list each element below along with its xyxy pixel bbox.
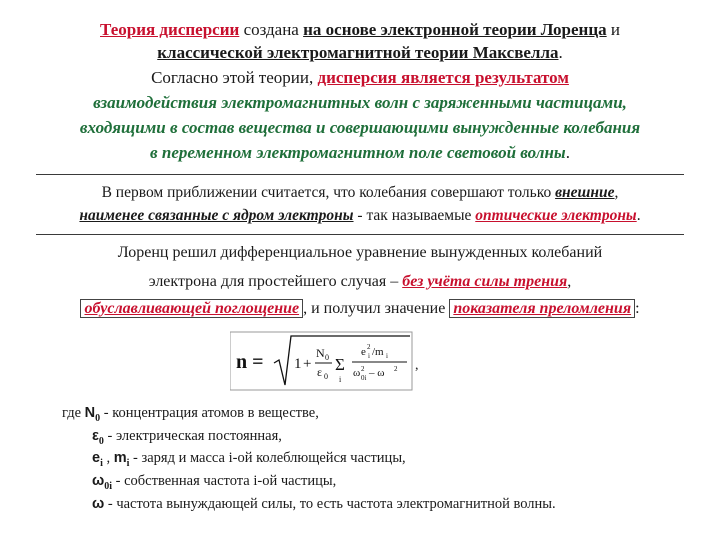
formula-eps0: ε bbox=[317, 365, 323, 379]
legend-charge-mass: $e_i$ , $m_i$ - заряд и масса i-ой колеблющейся частицы, bbox=[92, 450, 406, 469]
refractive-index-formula bbox=[230, 330, 430, 392]
formula-e: e bbox=[361, 346, 366, 358]
dispersion-result-term: дисперсия является результатом bbox=[317, 68, 569, 87]
approx-line-1: В первом приближении считается, что колебания совершают только внешние, bbox=[101, 184, 619, 201]
formula-trailing-comma: , bbox=[415, 358, 419, 373]
formula-eps0-sub: 0 bbox=[324, 372, 328, 381]
divider-2 bbox=[36, 234, 684, 235]
formula-omega0: ω bbox=[353, 367, 361, 379]
svg-text:2: 2 bbox=[394, 365, 398, 373]
svg-text:i: i bbox=[386, 352, 388, 360]
lorentz-line-1: Лоренц решил дифференциальное уравнение вынужденных колебаний bbox=[117, 244, 603, 261]
svg-text:2: 2 bbox=[361, 365, 365, 373]
intro-line-1: Теория дисперсии создана на основе электронной теории Лоренца и bbox=[100, 20, 620, 39]
formula-one: 1 bbox=[294, 356, 302, 372]
svg-text:i: i bbox=[368, 352, 370, 360]
formula-omega: – ω bbox=[369, 367, 385, 379]
weakly-bound-term: наименее связанные с ядром электроны bbox=[79, 207, 354, 224]
lorentz-line-2: электрона для простейшего случая – без учёта силы трения, bbox=[148, 273, 572, 290]
intro-line-3: Согласно этой теории, дисперсия является результатом bbox=[151, 68, 569, 87]
lorentz-theory-term: на основе электронной теории Лоренца bbox=[303, 20, 607, 39]
legend-eps0: $\varepsilon_0$ - электрическая постоянная, bbox=[92, 428, 282, 447]
intro-line-6: в переменном электромагнитном поле световой волны. bbox=[150, 143, 570, 162]
legend-omega0: $\omega_{0i}$ - собственная частота i-ой частицы, bbox=[92, 473, 337, 492]
legend-omega: ω - частота вынуждающей силы, то есть частота электромагнитной волны. bbox=[92, 496, 556, 512]
svg-text:2: 2 bbox=[367, 343, 371, 351]
formula-sum-index: i bbox=[339, 375, 342, 384]
maxwell-theory-term: классической электромагнитной теории Максвелла bbox=[157, 43, 559, 62]
svg-text:0i: 0i bbox=[361, 374, 367, 382]
lorentz-line-3: обуславливающей поглощение , и получил значение показателя преломления : bbox=[0, 300, 720, 318]
formula-m: /m bbox=[372, 346, 384, 358]
refractive-index-term: показателя преломления bbox=[449, 299, 635, 318]
formula-n0: N bbox=[316, 346, 325, 360]
dispersion-theory-term: Теория дисперсии bbox=[100, 20, 240, 39]
formula-sum: Σ bbox=[335, 355, 345, 374]
optical-electrons-term: оптические электроны bbox=[475, 207, 637, 224]
intro-line-5: входящими в состав вещества и совершающими вынужденные колебания bbox=[79, 118, 641, 137]
no-friction-term: без учёта силы трения bbox=[402, 273, 568, 290]
divider-1 bbox=[36, 174, 684, 175]
external-term: внешние bbox=[555, 184, 615, 201]
formula-plus: + bbox=[303, 356, 312, 372]
absorption-term: обуславливающей поглощение bbox=[80, 299, 303, 318]
intro-line-2: классической электромагнитной теории Максвелла. bbox=[157, 43, 563, 62]
formula-lhs: n = bbox=[236, 351, 264, 373]
intro-line-4: взаимодействия электромагнитных волн с заряженными частицами, bbox=[93, 93, 627, 112]
formula-n0-sub: 0 bbox=[325, 353, 329, 362]
legend-n0: где $N_0$ - концентрация атомов в веществе, bbox=[62, 405, 319, 424]
approx-line-2: наименее связанные с ядром электроны - так называемые оптические электроны. bbox=[79, 207, 641, 224]
